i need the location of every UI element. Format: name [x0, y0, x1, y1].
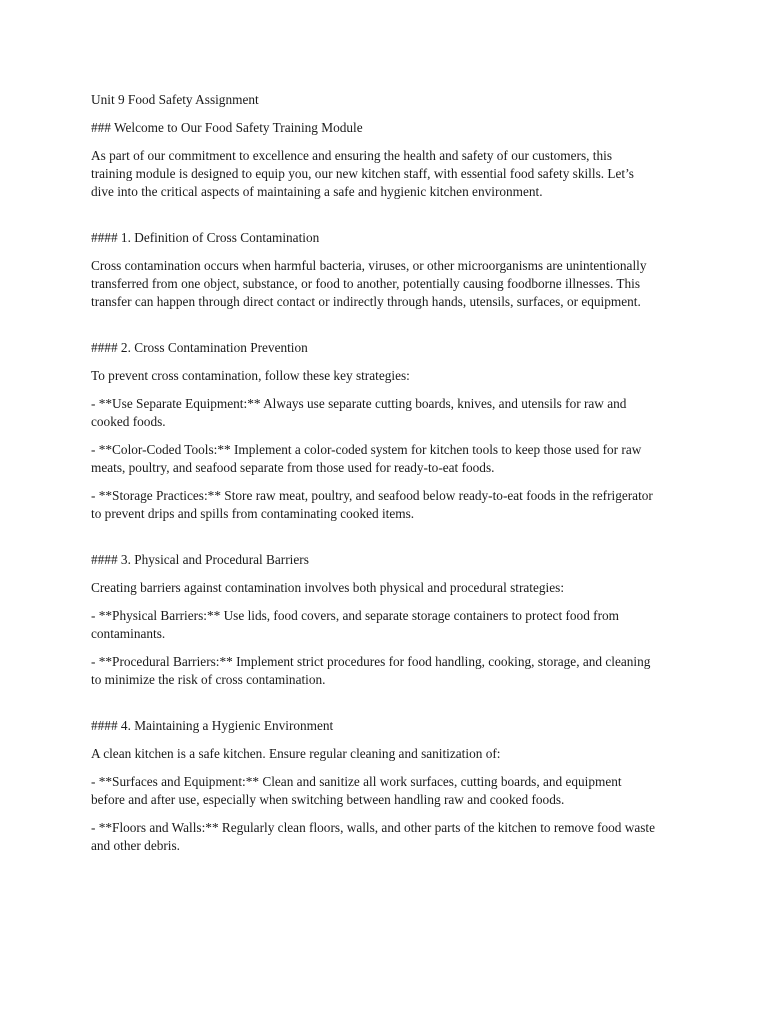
list-item	[91, 607, 687, 643]
list-item	[91, 487, 687, 523]
section-heading: #### 4. Maintaining a Hygienic Environment	[91, 718, 334, 733]
section-cross-contamination-prevention	[91, 339, 687, 523]
paragraph-line: transfer can happen through direct contact or indirectly through hands, utensils, surfaces, or equipment.	[91, 294, 641, 309]
section-heading: #### 2. Cross Contamination Prevention	[91, 340, 308, 355]
section-heading: #### 1. Definition of Cross Contamination	[91, 230, 320, 245]
paragraph	[91, 257, 687, 311]
list-item-line: to minimize the risk of cross contamination.	[91, 672, 326, 687]
paragraph-line: transferred from one object, substance, or food to another, potentially causing foodborne illnesses. This	[91, 276, 641, 291]
list-item	[91, 395, 687, 431]
paragraph-line: Cross contamination occurs when harmful bacteria, viruses, or other microorganisms are unintentionally	[91, 258, 647, 273]
list-item-line: - **Surfaces and Equipment:** Clean and sanitize all work surfaces, cutting boards, and equipment	[91, 774, 622, 789]
section-barriers	[91, 551, 687, 689]
list-item-line: - **Physical Barriers:** Use lids, food covers, and separate storage containers to protect food from	[91, 608, 620, 623]
section-hygienic-environment	[91, 717, 687, 855]
list-item-line: meats, poultry, and seafood separate from those used for ready-to-eat foods.	[91, 460, 495, 475]
intro-line: training module is designed to equip you, our new kitchen staff, with essential food safety skills. Let’s	[91, 166, 634, 181]
list-item-line: - **Use Separate Equipment:** Always use separate cutting boards, knives, and utensils for raw and	[91, 396, 627, 411]
list-item-line: - **Floors and Walls:** Regularly clean floors, walls, and other parts of the kitchen to remove food waste	[91, 820, 656, 835]
list-item	[91, 653, 687, 689]
section-cross-contamination-definition	[91, 229, 687, 311]
document-title: Unit 9 Food Safety Assignment	[91, 92, 259, 107]
list-item	[91, 819, 687, 855]
document-page	[91, 91, 687, 855]
paragraph-line: To prevent cross contamination, follow these key strategies:	[91, 368, 410, 383]
list-item-line: and other debris.	[91, 838, 180, 853]
list-item-line: before and after use, especially when switching between handling raw and cooked foods.	[91, 792, 565, 807]
section-heading: #### 3. Physical and Procedural Barriers	[91, 552, 309, 567]
list-item-line: - **Procedural Barriers:** Implement strict procedures for food handling, cooking, storage, and cleaning	[91, 654, 651, 669]
list-item-line: contaminants.	[91, 626, 166, 641]
list-item-line: - **Storage Practices:** Store raw meat, poultry, and seafood below ready-to-eat foods in the refrigerator	[91, 488, 653, 503]
list-item-line: - **Color-Coded Tools:** Implement a color-coded system for kitchen tools to keep those used for raw	[91, 442, 642, 457]
intro-paragraph	[91, 147, 687, 201]
paragraph-line: A clean kitchen is a safe kitchen. Ensure regular cleaning and sanitization of:	[91, 746, 501, 761]
list-item-line: cooked foods.	[91, 414, 166, 429]
list-item	[91, 773, 687, 809]
intro-line: dive into the critical aspects of maintaining a safe and hygienic kitchen environment.	[91, 184, 543, 199]
paragraph-line: Creating barriers against contamination involves both physical and procedural strategies:	[91, 580, 565, 595]
welcome-heading: ### Welcome to Our Food Safety Training Module	[91, 120, 363, 135]
list-item-line: to prevent drips and spills from contaminating cooked items.	[91, 506, 415, 521]
intro-line: As part of our commitment to excellence and ensuring the health and safety of our customers, this	[91, 148, 613, 163]
list-item	[91, 441, 687, 477]
